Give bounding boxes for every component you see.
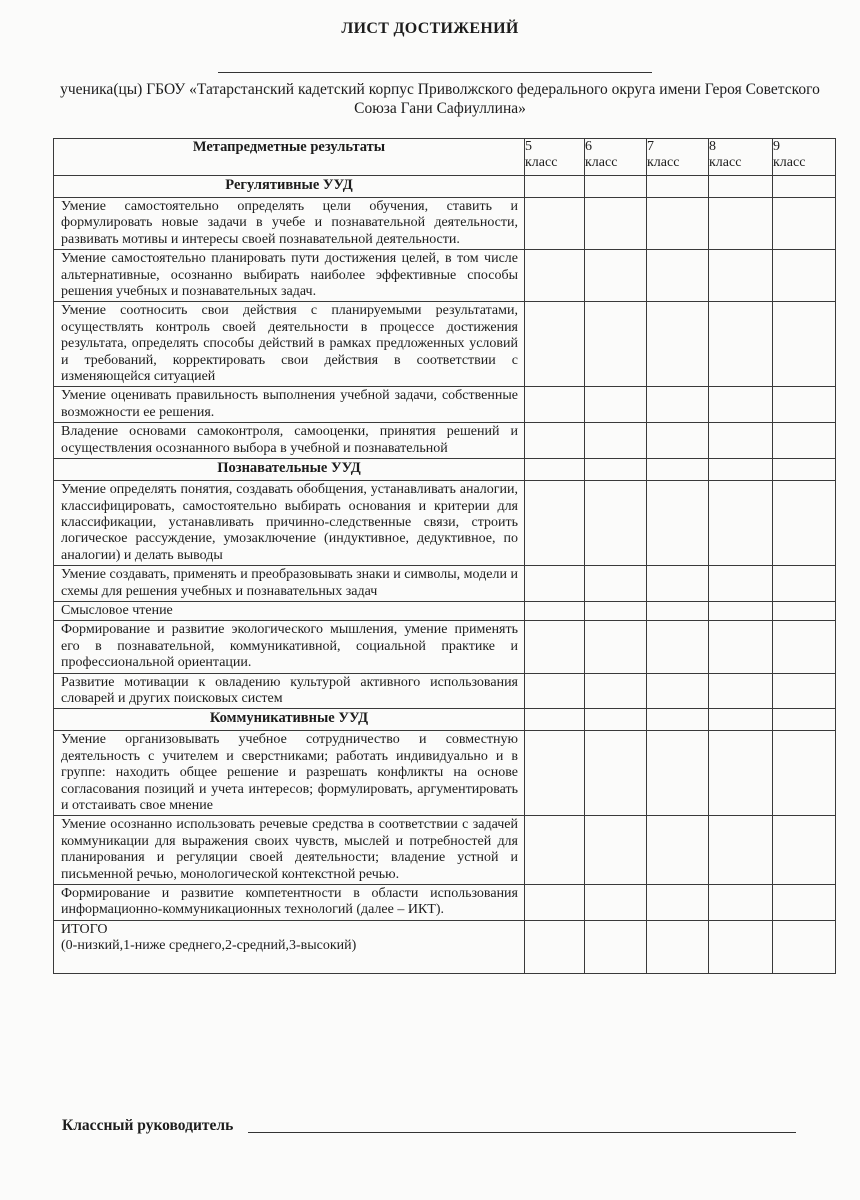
grade-cell	[585, 459, 647, 481]
total-scale: (0-низкий,1-ниже среднего,2-средний,3-высокий)	[61, 938, 357, 954]
grade-label: класс	[525, 155, 558, 170]
grade-cell[interactable]	[709, 731, 773, 816]
grade-cell[interactable]	[773, 920, 836, 973]
grade-cell	[525, 459, 585, 481]
grade-cell[interactable]	[585, 673, 647, 709]
grade-cell[interactable]	[647, 423, 709, 459]
header-main: Метапредметные результаты	[54, 139, 525, 176]
grade-cell[interactable]	[647, 481, 709, 566]
grade-number: 5	[525, 139, 532, 154]
header-grade-7	[647, 139, 709, 176]
grade-cell[interactable]	[525, 566, 585, 602]
page-title: ЛИСТ ДОСТИЖЕНИЙ	[341, 20, 519, 37]
grade-label: класс	[709, 155, 742, 170]
grade-number: 8	[709, 139, 716, 154]
grade-cell[interactable]	[525, 198, 585, 250]
grade-cell[interactable]	[709, 920, 773, 973]
grade-cell	[525, 709, 585, 731]
criterion-text: Умение осознанно использовать речевые средства в соответствии с задачей коммуникации для выражения своих чувств, мыслей и потребностей для планирования и регуляции своей деятельности; владение устной и письменной речью, монологической контекстной речью.	[54, 816, 525, 885]
total-label: ИТОГО	[61, 921, 108, 937]
grade-cell[interactable]	[709, 481, 773, 566]
grade-cell[interactable]	[525, 731, 585, 816]
criterion-text: Умение соотносить свои действия с планируемыми результатами, осуществлять контроль своей деятельности в процессе достижения результата, определять способы действий в рамках предложенных условий и требований, корректировать свои действия в соответствии с изменяющейся ситуацией	[54, 302, 525, 387]
header-grade-9	[773, 139, 836, 176]
grade-cell[interactable]	[709, 601, 773, 620]
grade-cell[interactable]	[647, 601, 709, 620]
grade-cell[interactable]	[585, 566, 647, 602]
grade-cell[interactable]	[647, 250, 709, 302]
criterion-text: Умение оценивать правильность выполнения учебной задачи, собственные возможности ее решения.	[54, 387, 525, 423]
grade-cell[interactable]	[773, 423, 836, 459]
criterion-text: Владение основами самоконтроля, самооценки, принятия решений и осуществления осознанного выбора в учебной и познавательной	[54, 423, 525, 459]
table-row	[54, 885, 836, 921]
grade-cell[interactable]	[525, 481, 585, 566]
grade-cell[interactable]	[709, 302, 773, 387]
grade-cell[interactable]	[647, 198, 709, 250]
section-title: Регулятивные УУД	[54, 176, 525, 198]
grade-cell[interactable]	[773, 302, 836, 387]
section-row-communicative	[54, 709, 836, 731]
grade-label: класс	[773, 155, 806, 170]
grade-cell[interactable]	[585, 885, 647, 921]
grade-cell	[773, 709, 836, 731]
grade-number: 7	[647, 139, 654, 154]
table-row	[54, 481, 836, 566]
grade-cell[interactable]	[773, 621, 836, 673]
criterion-text: Развитие мотивации к овладению культурой активного использования словарей и других поисковых систем	[54, 673, 525, 709]
grade-cell[interactable]	[647, 920, 709, 973]
grade-number: 9	[773, 139, 780, 154]
criterion-text: Умение самостоятельно планировать пути достижения целей, в том числе альтернативные, осознанно выбирать наиболее эффективные способы решения учебных и познавательных задач.	[54, 250, 525, 302]
grade-cell[interactable]	[525, 601, 585, 620]
header-grade-8	[709, 139, 773, 176]
grade-cell[interactable]	[525, 302, 585, 387]
grade-cell[interactable]	[709, 198, 773, 250]
grade-cell[interactable]	[585, 250, 647, 302]
grade-cell	[709, 709, 773, 731]
section-row-regulatory	[54, 176, 836, 198]
grade-cell	[585, 709, 647, 731]
grade-cell[interactable]	[525, 920, 585, 973]
table-row	[54, 250, 836, 302]
section-title: Познавательные УУД	[54, 459, 525, 481]
grade-cell[interactable]	[525, 423, 585, 459]
grade-cell[interactable]	[585, 423, 647, 459]
table-header-row	[54, 139, 836, 176]
table-row	[54, 621, 836, 673]
grade-cell[interactable]	[585, 731, 647, 816]
grade-cell[interactable]	[647, 387, 709, 423]
grade-cell[interactable]	[709, 673, 773, 709]
table-row	[54, 816, 836, 885]
criterion-text: Умение создавать, применять и преобразовывать знаки и символы, модели и схемы для решения учебных и познавательных задач	[54, 566, 525, 602]
grade-cell[interactable]	[773, 198, 836, 250]
grade-label: класс	[585, 155, 618, 170]
student-name-line	[218, 72, 652, 73]
criterion-text: Умение определять понятия, создавать обобщения, устанавливать аналогии, классифицировать, самостоятельно выбирать основания и критерии для классификации, устанавливать причинно-следственные связи, строить логическое рассуждение, умозаключение (индуктивное, дедуктивное, по аналогии) и делать выводы	[54, 481, 525, 566]
table-row	[54, 198, 836, 250]
criterion-text: Формирование и развитие компетентности в области использования информационно-коммуникационных технологий (далее – ИКТ).	[54, 885, 525, 921]
criterion-text: Умение самостоятельно определять цели обучения, ставить и формулировать новые задачи в учебе и познавательной деятельности, развивать мотивы и интересы своей познавательной деятельности.	[54, 198, 525, 250]
grade-cell[interactable]	[647, 816, 709, 885]
criterion-text: Смысловое чтение	[54, 601, 525, 620]
grade-cell[interactable]	[709, 566, 773, 602]
header-grade-5	[525, 139, 585, 176]
grade-cell[interactable]	[647, 731, 709, 816]
grade-cell[interactable]	[773, 250, 836, 302]
criterion-text: Умение организовывать учебное сотрудничество и совместную деятельность с учителем и сверстниками; работать индивидуально и в группе: находить общее решение и разрешать конфликты на основе согласования позиций и учета интересов; формулировать, аргументировать и отстаивать свое мнение	[54, 731, 525, 816]
grade-cell	[585, 176, 647, 198]
grade-cell[interactable]	[585, 387, 647, 423]
total-row	[54, 920, 836, 973]
grade-cell	[709, 176, 773, 198]
table-row	[54, 601, 836, 620]
grade-cell[interactable]	[773, 731, 836, 816]
grade-cell[interactable]	[525, 673, 585, 709]
grade-cell	[647, 459, 709, 481]
grade-cell[interactable]	[585, 481, 647, 566]
grade-cell[interactable]	[585, 816, 647, 885]
grade-cell[interactable]	[773, 601, 836, 620]
achievements-table	[53, 138, 836, 974]
grade-cell	[647, 176, 709, 198]
section-title: Коммуникативные УУД	[54, 709, 525, 731]
grade-cell[interactable]	[647, 673, 709, 709]
grade-cell[interactable]	[773, 387, 836, 423]
table-row	[54, 423, 836, 459]
grade-cell[interactable]	[585, 621, 647, 673]
grade-cell[interactable]	[709, 387, 773, 423]
grade-label: класс	[647, 155, 680, 170]
grade-cell	[647, 709, 709, 731]
section-row-cognitive	[54, 459, 836, 481]
grade-cell[interactable]	[773, 885, 836, 921]
grade-cell	[773, 459, 836, 481]
grade-cell[interactable]	[773, 673, 836, 709]
grade-cell	[773, 176, 836, 198]
grade-cell[interactable]	[585, 198, 647, 250]
grade-cell[interactable]	[585, 920, 647, 973]
grade-cell[interactable]	[647, 621, 709, 673]
criterion-text: Формирование и развитие экологического мышления, умение применять его в познавательной, коммуникативной, социальной практике и профессиональной ориентации.	[54, 621, 525, 673]
signature-line	[248, 1132, 796, 1133]
table-row	[54, 387, 836, 423]
table-row	[54, 673, 836, 709]
student-line: ученика(цы) ГБОУ «Татарстанский кадетский корпус Приволжского федерального округа имени Героя Советского Союза Гани Сафиуллина»	[60, 81, 820, 117]
grade-number: 6	[585, 139, 592, 154]
grade-cell[interactable]	[773, 816, 836, 885]
grade-cell[interactable]	[525, 885, 585, 921]
grade-cell[interactable]	[709, 423, 773, 459]
grade-cell[interactable]	[525, 250, 585, 302]
grade-cell[interactable]	[709, 250, 773, 302]
grade-cell[interactable]	[525, 816, 585, 885]
grade-cell[interactable]	[709, 621, 773, 673]
grade-cell[interactable]	[709, 885, 773, 921]
table-row	[54, 302, 836, 387]
signature-label: Классный руководитель	[62, 1117, 234, 1134]
grade-cell	[525, 176, 585, 198]
grade-cell[interactable]	[585, 601, 647, 620]
grade-cell	[709, 459, 773, 481]
header-grade-6	[585, 139, 647, 176]
grade-cell[interactable]	[773, 566, 836, 602]
grade-cell[interactable]	[525, 387, 585, 423]
total-cell	[54, 920, 525, 973]
grade-cell[interactable]	[773, 481, 836, 566]
grade-cell[interactable]	[709, 816, 773, 885]
grade-cell[interactable]	[647, 566, 709, 602]
grade-cell[interactable]	[525, 621, 585, 673]
table-row	[54, 731, 836, 816]
grade-cell[interactable]	[647, 885, 709, 921]
grade-cell[interactable]	[647, 302, 709, 387]
grade-cell[interactable]	[585, 302, 647, 387]
table-row	[54, 566, 836, 602]
